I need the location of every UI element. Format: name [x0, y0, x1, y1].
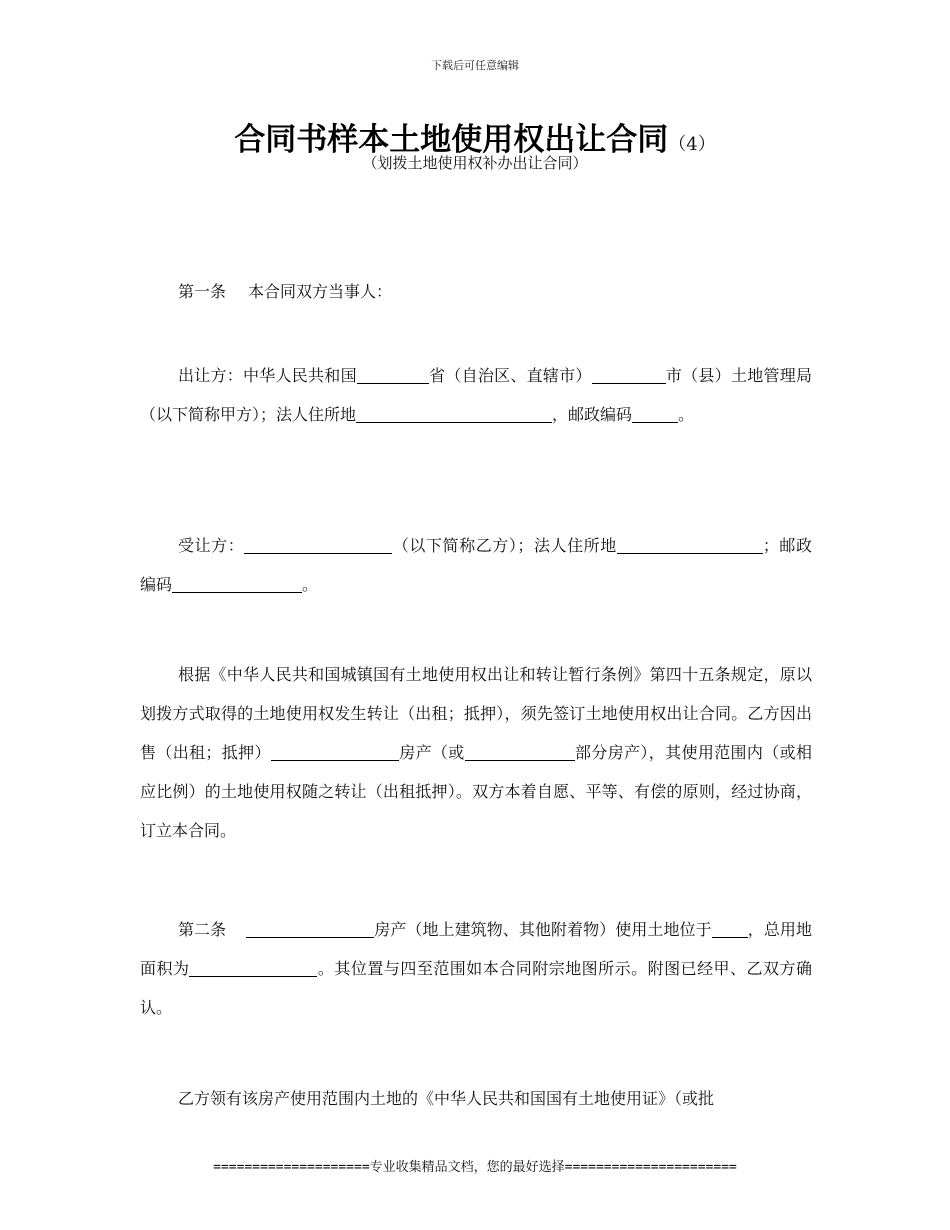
article-2-text-3: 。其位置与四至范围如本合同附宗地图所示。附图已经甲、乙双方确认。 — [140, 959, 812, 1017]
province-blank — [357, 367, 429, 384]
transferee-text-4: 。 — [302, 575, 319, 594]
transferor-paragraph — [140, 356, 812, 434]
transferee-text-1: 受让方： — [178, 536, 245, 555]
partial-property-blank — [465, 744, 575, 761]
basis-text-2: 房产（或 — [398, 743, 465, 762]
header-note: 下载后可任意编辑 — [431, 59, 519, 72]
transferor-address-blank — [356, 406, 552, 423]
title-main: 合同书样本土地使用权出让合同 — [234, 122, 669, 158]
transferor-postcode-blank — [632, 406, 678, 423]
footer-banner: ====================专业收集精品文档，您的最好选择====================== — [213, 1160, 737, 1175]
basis-text-3: 部分房产），其使用范围内（或相应比例）的土地使用权随之转让（出租抵押）。双方本着自愿、平等、有偿的原则，经过协商，订立本合同。 — [140, 743, 812, 840]
location-blank — [712, 921, 748, 938]
transferor-text-2: 省（自治区、直辖市） — [428, 366, 592, 385]
transferee-name-blank — [244, 537, 392, 554]
certificate-text: 乙方领有该房产使用范围内土地的《中华人民共和国国有土地使用证》（或批 — [178, 1089, 715, 1108]
article-1-label: 第一条 — [178, 282, 227, 301]
article-2-property-blank — [246, 921, 374, 938]
transferee-text-2: （以下简称乙方）；法人住所地 — [392, 536, 617, 555]
article-2-label: 第二条 — [178, 920, 227, 939]
transferor-text-1: 出让方：中华人民共和国 — [178, 366, 357, 385]
article-1-heading — [140, 272, 812, 311]
article-2-text-1: 房产（地上建筑物、其他附着物）使用土地位于 — [374, 920, 712, 939]
transferor-text-5: 。 — [678, 405, 695, 424]
article-2-text-2: ，总用地面积为 — [140, 920, 812, 978]
transferee-paragraph — [140, 526, 812, 604]
transferee-address-blank — [617, 537, 763, 554]
certificate-paragraph — [140, 1079, 812, 1118]
transferor-text-3: 市（县）土地管理局（以下简称甲方）；法人住所地 — [140, 366, 812, 424]
transferee-postcode-blank — [172, 576, 302, 593]
basis-text-1: 根据《中华人民共和国城镇国有土地使用权出让和转让暂行条例》第四十五条规定，原以划拨方式取得的土地使用权发生转让（出租；抵押），须先签订土地使用权出让合同。乙方因出售（出租；抵押） — [140, 665, 812, 762]
city-blank — [592, 367, 666, 384]
article-1-text: 本合同双方当事人： — [248, 282, 393, 301]
transferor-text-4: ，邮政编码 — [552, 405, 633, 424]
land-area-blank — [189, 960, 317, 977]
basis-paragraph — [140, 655, 812, 850]
transferee-text-3: ；邮政编码 — [140, 536, 812, 594]
property-blank — [271, 744, 399, 761]
article-2-paragraph — [140, 910, 812, 1027]
document-subtitle: （划拨土地使用权补办出让合同） — [362, 154, 588, 172]
title-suffix: （4） — [668, 134, 716, 155]
